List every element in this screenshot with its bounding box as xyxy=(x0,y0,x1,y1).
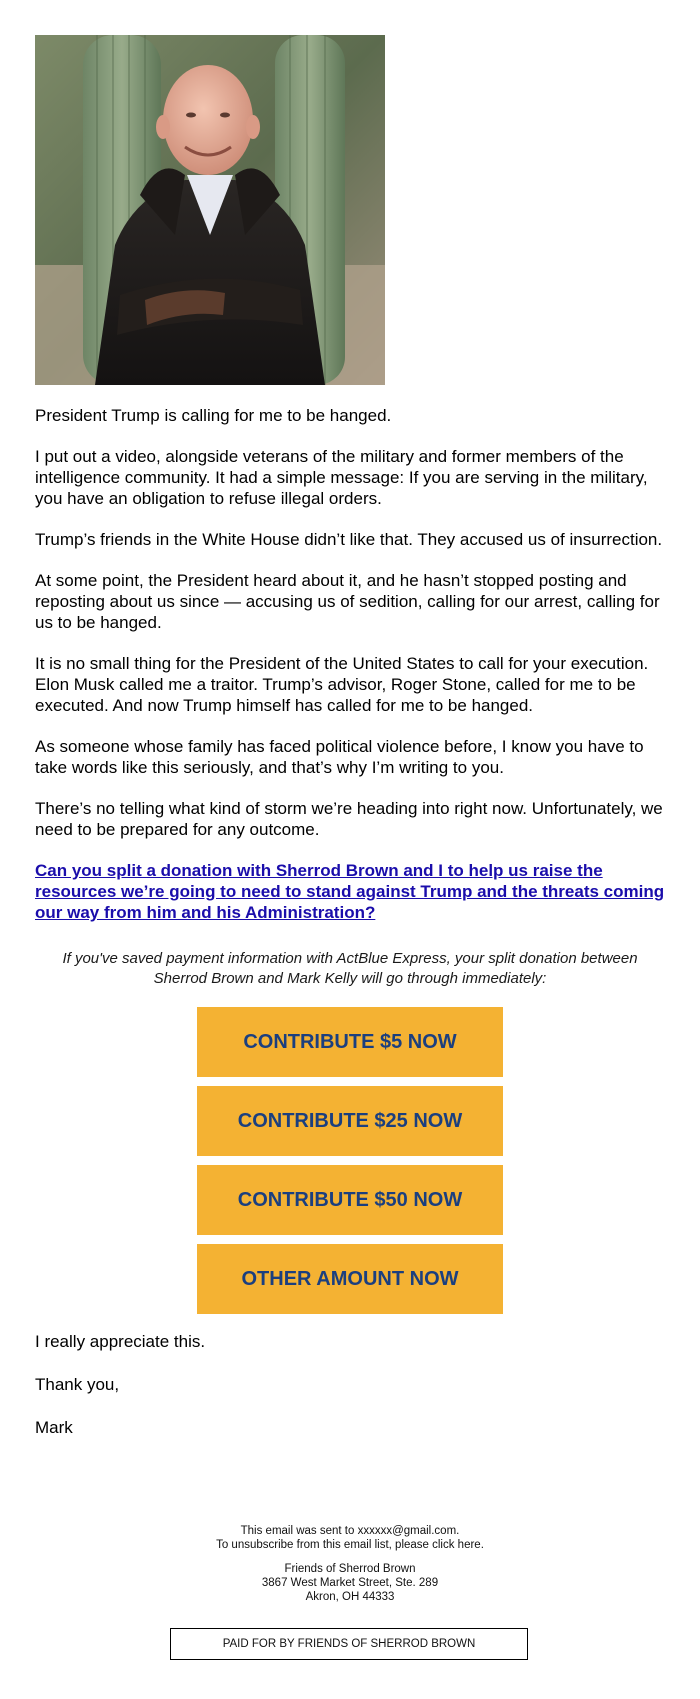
contribute-50-button[interactable]: CONTRIBUTE $50 NOW xyxy=(197,1165,503,1235)
email-body xyxy=(35,35,665,1438)
closing-appreciate: I really appreciate this. xyxy=(35,1332,206,1351)
unsubscribe-link[interactable]: To unsubscribe from this email list, please click here. xyxy=(216,1539,484,1551)
contribute-buttons xyxy=(197,1007,503,1314)
portrait-photo xyxy=(35,35,385,385)
paragraph-5: It is no small thing for the President of the United States to call for your execution. Elon Musk called me a traitor. Trump’s advisor, Roger Stone, called for me to be executed. And now Trump himself has called for me to be hanged. xyxy=(35,654,649,715)
donation-link-paragraph xyxy=(35,860,665,923)
paragraph-7: There’s no telling what kind of storm we’re heading into right now. Unfortunately, we need to be prepared for any outcome. xyxy=(35,799,663,839)
footer-sent-to: This email was sent to xxxxxx@gmail.com. xyxy=(240,1525,460,1537)
signature: Mark xyxy=(35,1418,73,1437)
paragraph-2: I put out a video, alongside veterans of the military and former members of the intelligence community. It had a simple message: If you are serving in the military, you have an obligation to refuse illegal orders. xyxy=(35,447,648,508)
footer-address: 3867 West Market Street, Ste. 289 xyxy=(261,1577,439,1589)
actblue-express-notice: If you've saved payment information with ActBlue Express, your split donation between Sherrod Brown and Mark Kelly will go through immediately: xyxy=(62,950,638,987)
footer-org-name: Friends of Sherrod Brown xyxy=(284,1563,416,1575)
paragraph-6: As someone whose family has faced political violence before, I know you have to take words like this seriously, and that’s why I’m writing to you. xyxy=(35,737,644,777)
closing-thanks: Thank you, xyxy=(35,1375,120,1394)
paragraph-1: President Trump is calling for me to be hanged. xyxy=(35,406,392,425)
contribute-5-button[interactable]: CONTRIBUTE $5 NOW xyxy=(197,1007,503,1077)
donation-link[interactable]: Can you split a donation with Sherrod Brown and I to help us raise the resources we’re going to need to stand against Trump and the threats coming our way from him and his Administration? xyxy=(35,861,665,922)
paragraph-3: Trump’s friends in the White House didn’t like that. They accused us of insurrection. xyxy=(35,530,663,549)
footer-city: Akron, OH 44333 xyxy=(305,1591,395,1603)
contribute-25-button[interactable]: CONTRIBUTE $25 NOW xyxy=(197,1086,503,1156)
footer xyxy=(0,1524,700,1604)
other-amount-button[interactable]: OTHER AMOUNT NOW xyxy=(197,1244,503,1314)
paragraph-4: At some point, the President heard about it, and he hasn’t stopped posting and reposting about us since — accusing us of sedition, calling for our arrest, calling for us to be hanged. xyxy=(35,571,660,632)
paid-for-disclaimer: PAID FOR BY FRIENDS OF SHERROD BROWN xyxy=(170,1628,528,1660)
portrait-photo-icon xyxy=(35,35,385,385)
